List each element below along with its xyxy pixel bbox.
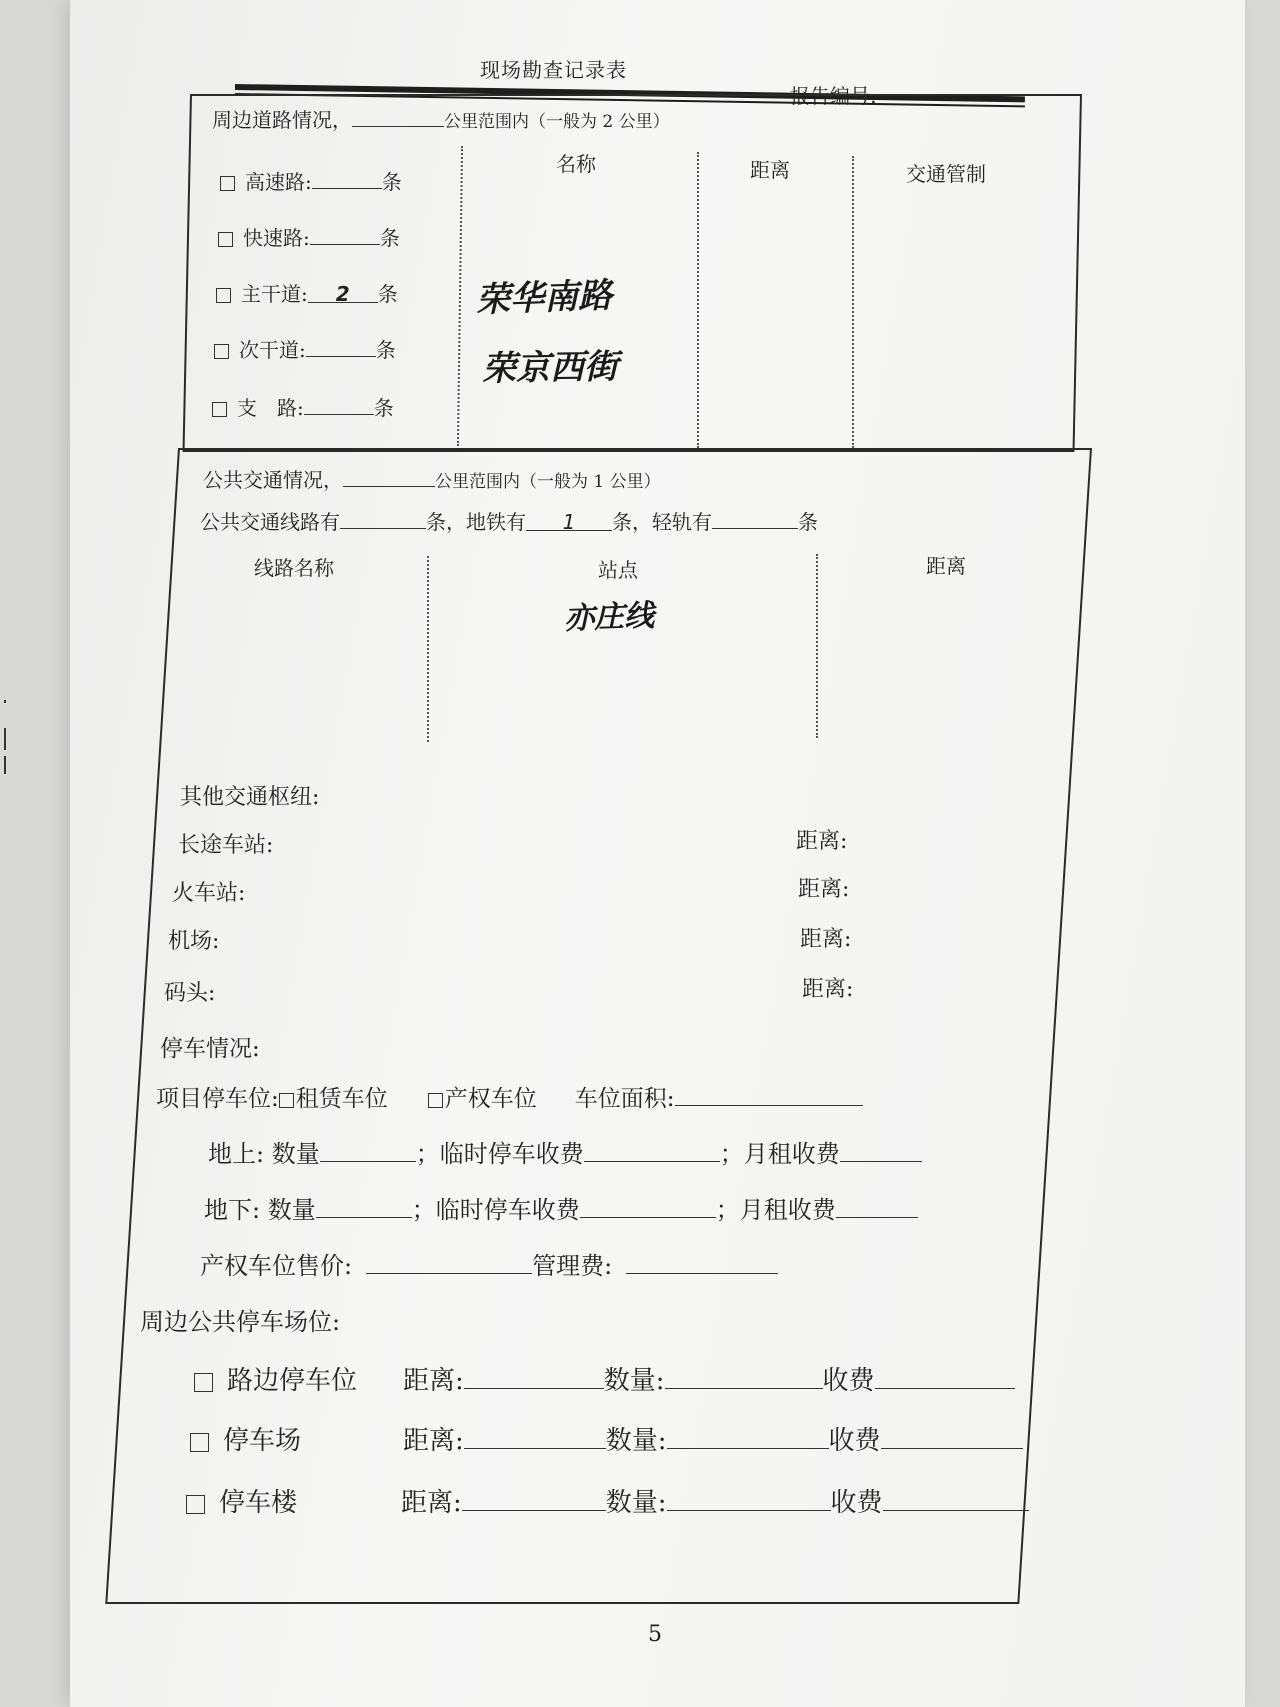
roads-radius-field[interactable]	[352, 106, 444, 127]
metro-lines-field[interactable]: 1	[526, 510, 612, 531]
transit-col-divider	[816, 554, 818, 738]
garage-fee-field[interactable]	[883, 1484, 1029, 1511]
hub-distance-label: 距离:	[800, 927, 852, 952]
parking-lot-checkbox[interactable]	[190, 1433, 209, 1452]
roads-col-traffic: 交通管制	[906, 162, 986, 186]
public-parking-row: 路边停车位 距离: 数量: 收费	[194, 1360, 1015, 1397]
arterial-checkbox[interactable]	[216, 288, 231, 303]
project-parking-row: 项目停车位: 租赁车位 产权车位 车位面积:	[156, 1080, 863, 1113]
hub-bus-station: 长途车站:	[178, 833, 274, 858]
lot-quantity-field[interactable]	[667, 1422, 829, 1449]
hub-pier: 码头:	[164, 981, 216, 1006]
roadside-fee-field[interactable]	[875, 1362, 1015, 1389]
edge-mark	[4, 700, 6, 703]
branch-checkbox[interactable]	[212, 402, 227, 417]
transit-col-distance: 距离	[926, 554, 966, 578]
rental-checkbox[interactable]	[279, 1093, 294, 1108]
garage-quantity-field[interactable]	[667, 1484, 831, 1511]
hub-distance-label: 距离:	[802, 977, 854, 1002]
management-fee-field[interactable]	[626, 1249, 778, 1274]
branch-count-field[interactable]	[304, 394, 374, 415]
roads-heading: 周边道路情况， 公里范围内（一般为 2 公里）	[212, 108, 670, 132]
expressway-count-field[interactable]	[310, 224, 380, 245]
lot-fee-field[interactable]	[881, 1422, 1023, 1449]
hub-distance-label: 距离:	[796, 829, 848, 854]
expressway-checkbox[interactable]	[218, 232, 233, 247]
below-temp-fee-field[interactable]	[580, 1193, 716, 1218]
parking-heading: 停车情况:	[160, 1036, 260, 1062]
parking-area-field[interactable]	[675, 1082, 863, 1106]
transit-heading: 公共交通情况， 公里范围内（一般为 1 公里）	[203, 468, 661, 492]
hub-distance-label: 距离:	[798, 877, 850, 902]
below-ground-row: 地下: 数量 ；临时停车收费 ；月租收费	[204, 1190, 918, 1225]
below-monthly-fee-field[interactable]	[836, 1193, 918, 1218]
road-row-expressway: 快速路: 条	[218, 222, 400, 251]
roads-col-distance: 距离	[750, 158, 790, 182]
above-monthly-fee-field[interactable]	[840, 1137, 922, 1162]
property-price-row: 产权车位售价: 管理费:	[200, 1246, 778, 1281]
hub-airport: 机场:	[168, 929, 220, 954]
roads-col-name: 名称	[556, 152, 596, 176]
public-parking-row: 停车楼 距离: 数量: 收费	[186, 1482, 1029, 1519]
property-price-field[interactable]	[366, 1249, 532, 1274]
hub-train-station: 火车站:	[172, 881, 246, 906]
roadside-quantity-field[interactable]	[665, 1362, 823, 1389]
above-temp-fee-field[interactable]	[584, 1137, 720, 1162]
public-parking-heading: 周边公共停车场位:	[140, 1308, 341, 1336]
hubs-heading: 其他交通枢纽:	[180, 785, 320, 810]
light-rail-field[interactable]	[712, 508, 798, 529]
road-row-highway: 高速路: 条	[220, 166, 402, 195]
roadside-distance-field[interactable]	[464, 1362, 604, 1389]
arterial-count-field[interactable]: 2	[308, 282, 378, 303]
road-row-secondary: 次干道: 条	[214, 334, 396, 363]
property-checkbox[interactable]	[428, 1093, 443, 1108]
handwritten-road-name: 荣华南路	[475, 275, 613, 321]
parking-garage-checkbox[interactable]	[186, 1495, 205, 1514]
handwritten-station: 亦庄线	[563, 598, 655, 637]
roads-col-divider	[852, 156, 854, 448]
handwritten-road-name: 荣京西街	[481, 346, 619, 390]
garage-distance-field[interactable]	[462, 1484, 606, 1511]
transit-radius-field[interactable]	[343, 466, 435, 487]
public-parking-row: 停车场 距离: 数量: 收费	[190, 1420, 1023, 1457]
transit-col-station: 站点	[598, 558, 638, 582]
above-ground-row: 地上: 数量 ；临时停车收费 ；月租收费	[208, 1134, 922, 1169]
highway-checkbox[interactable]	[220, 176, 235, 191]
road-row-branch: 支 路: 条	[212, 392, 394, 421]
road-row-arterial: 主干道: 2 条	[216, 278, 398, 307]
secondary-count-field[interactable]	[306, 336, 376, 357]
roadside-parking-checkbox[interactable]	[194, 1373, 213, 1392]
transit-lines-row: 公共交通线路有 条，地铁有 1 条，轻轨有 条	[200, 510, 818, 534]
transit-col-divider	[427, 556, 429, 742]
transit-col-line: 线路名称	[254, 556, 334, 580]
highway-count-field[interactable]	[312, 168, 382, 189]
page-number: 5	[648, 1622, 662, 1647]
bus-lines-field[interactable]	[340, 508, 426, 529]
edge-mark	[4, 756, 6, 774]
below-quantity-field[interactable]	[316, 1193, 412, 1218]
roads-col-divider	[697, 152, 699, 448]
lot-distance-field[interactable]	[464, 1422, 606, 1449]
form-title: 现场勘查记录表	[480, 58, 627, 82]
above-quantity-field[interactable]	[320, 1137, 416, 1162]
secondary-checkbox[interactable]	[214, 344, 229, 359]
edge-mark	[4, 728, 6, 750]
